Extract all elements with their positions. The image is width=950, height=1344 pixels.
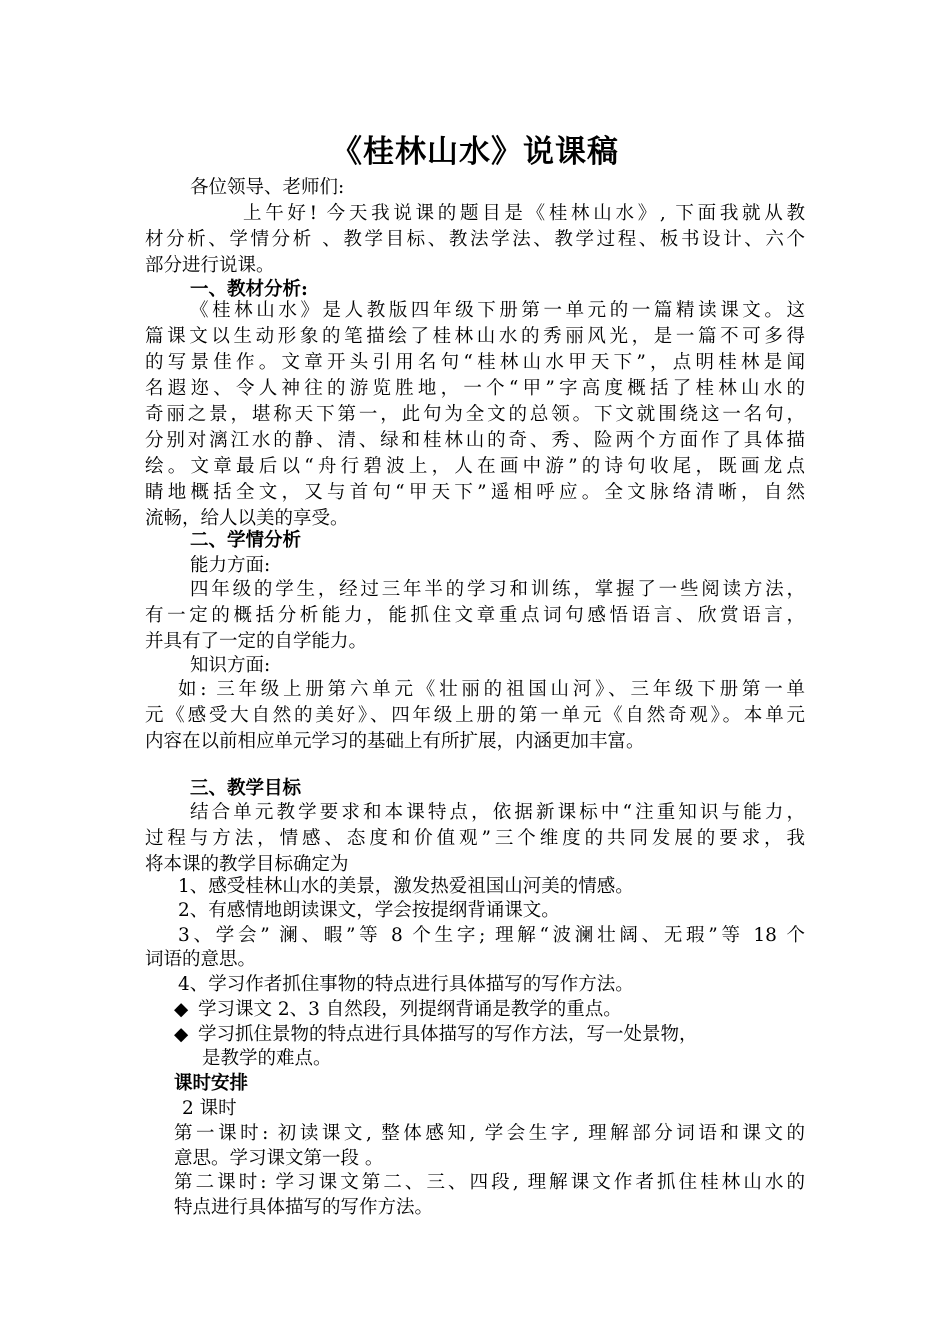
section3-heading: 三、教学目标 <box>190 778 302 799</box>
section1-line: 奇丽之景，堪称天下第一，此句为全文的总领。下文就围绕这一名句， <box>145 404 805 425</box>
intro-line: 部分进行说课。 <box>145 255 275 276</box>
section1-line: 绘。文章最后以“舟行碧波上，人在画中游”的诗句收尾，既画龙点 <box>145 456 805 477</box>
knowledge-label: 知识方面: <box>190 655 271 676</box>
document-title: 《桂林山水》说课稿 <box>331 134 619 170</box>
section1-heading: 一、教材分析: <box>190 279 308 300</box>
difficulty-bullet <box>174 1022 698 1048</box>
goal-item: 词语的意思。 <box>145 949 257 970</box>
knowledge-line: 如: 三年级上册第六单元《壮丽的祖国山河》、三年级下册第一单 <box>178 679 805 700</box>
greeting: 各位领导、老师们: <box>190 177 345 198</box>
goal-item: 3、学会” 澜、暇”等 8 个生字; 理解“波澜壮阔、无瑕”等 18 个 <box>178 925 805 946</box>
knowledge-line: 元《感受大自然的美好》、四年级上册的第一单元《自然奇观》。本单元 <box>145 705 805 726</box>
section2-heading: 二、学情分析 <box>190 530 302 551</box>
difficulty-continuation: 是教学的难点。 <box>202 1048 332 1069</box>
ability-line: 四年级的学生，经过三年半的学习和训练，掌握了一些阅读方法， <box>190 579 805 600</box>
ability-line: 并具有了一定的自学能力。 <box>145 631 368 652</box>
schedule-line: 第一课时: 初读课文, 整体感知, 学会生字, 理解部分词语和课文的 <box>174 1123 805 1144</box>
schedule-total: 2 课时 <box>182 1098 237 1119</box>
schedule-line: 意思。学习课文第一段 。 <box>174 1148 384 1169</box>
intro-line: 上午好! 今天我说课的题目是《桂林山水》, 下面我就从教 <box>243 203 805 224</box>
goal-item: 1、感受桂林山水的美景，激发热爱祖国山河美的情感。 <box>178 876 634 897</box>
section1-line: 流畅，给人以美的享受。 <box>145 508 349 529</box>
section1-line: 睛地概括全文，又与首句“甲天下”遥相呼应。全文脉络清晰，自然 <box>145 482 805 503</box>
goal-item: 2、有感情地朗读课文，学会按提纲背诵课文。 <box>178 900 560 921</box>
section3-line: 结合单元教学要求和本课特点，依据新课标中“注重知识与能力， <box>190 802 805 823</box>
goal-item: 4、学习作者抓住事物的特点进行具体描写的写作方法。 <box>178 974 634 995</box>
schedule-heading: 课时安排 <box>174 1073 249 1094</box>
section3-line: 过程与方法，情感、态度和价值观”三个维度的共同发展的要求，我 <box>145 828 805 849</box>
section1-line: 《桂林山水》是人教版四年级下册第一单元的一篇精读课文。这 <box>190 300 805 321</box>
knowledge-line: 内容在以前相应单元学习的基础上有所扩展，内涵更加丰富。 <box>145 731 645 752</box>
section1-line: 篇课文以生动形象的笔描绘了桂林山水的秀丽风光，是一篇不可多得 <box>145 326 805 347</box>
section1-line: 的写景佳作。文章开头引用名句“桂林山水甲天下”，点明桂林是闻 <box>145 352 805 373</box>
diamond-bullet-icon: ◆ <box>174 999 189 1020</box>
ability-label: 能力方面: <box>190 555 271 576</box>
intro-line: 材分析、学情分析 、教学目标、教法学法、教学过程、板书设计、六个 <box>145 229 805 250</box>
schedule-line: 第二课时: 学习课文第二、三、四段, 理解课文作者抓住桂林山水的 <box>174 1172 805 1193</box>
schedule-line: 特点进行具体描写的写作方法。 <box>174 1197 434 1218</box>
key-point-text: 学习课文 2、3 自然段，列提纲背诵是教学的重点。 <box>198 999 622 1020</box>
section3-line: 将本课的教学目标确定为 <box>145 854 349 875</box>
difficulty-text: 学习抓住景物的特点进行具体描写的写作方法，写一处景物， <box>198 1024 698 1045</box>
key-point-bullet <box>174 997 622 1023</box>
section1-line: 分别对漓江水的静、清、绿和桂林山的奇、秀、险两个方面作了具体描 <box>145 430 805 451</box>
diamond-bullet-icon: ◆ <box>174 1024 189 1045</box>
ability-line: 有一定的概括分析能力，能抓住文章重点词句感悟语言、欣赏语言， <box>145 605 805 626</box>
section1-line: 名遐迩、令人神往的游览胜地，一个“甲”字高度概括了桂林山水的 <box>145 378 805 399</box>
